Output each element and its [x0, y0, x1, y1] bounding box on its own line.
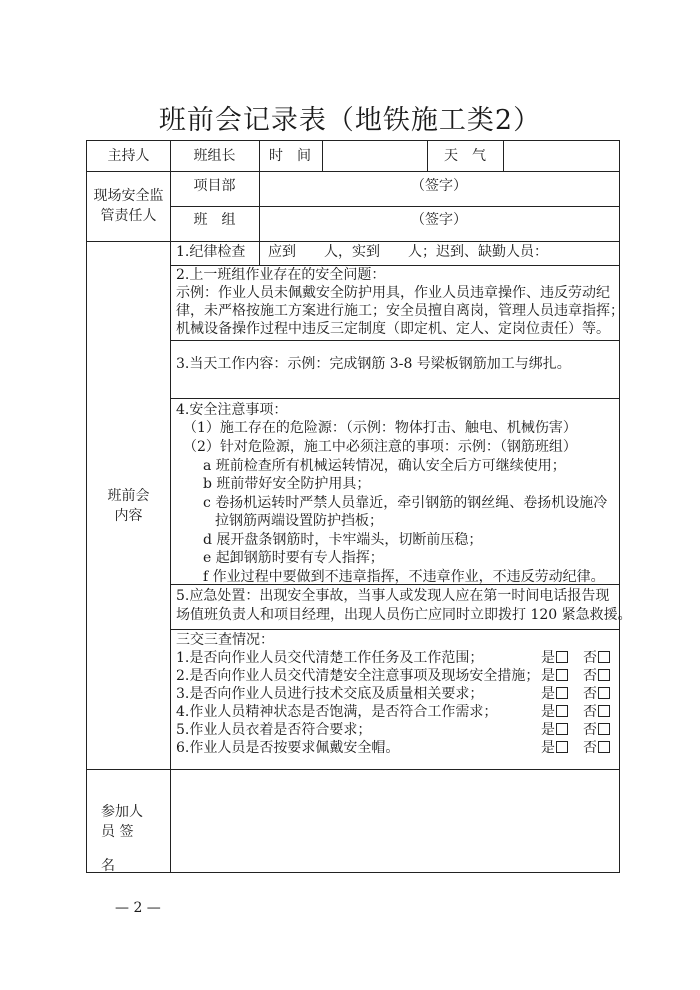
team-signature[interactable]: （签字） [411, 212, 467, 228]
check-item: 6.作业人员是否按要求佩戴安全帽。 [176, 740, 400, 756]
precaution-item: a 班前检查所有机械运转情况，确认安全后方可继续使用； [203, 458, 566, 474]
yes-option[interactable]: 是 [541, 649, 568, 667]
no-option[interactable]: 否 [583, 685, 610, 703]
emergency-line: 场值班负责人和项目经理，出现人员伤亡应同时立即拨打 120 紧急救援。 [176, 607, 632, 623]
yes-option[interactable]: 是 [541, 739, 568, 757]
host-label: 主持人 [107, 148, 150, 164]
yes-option[interactable]: 是 [541, 703, 568, 721]
check-item: 5.作业人员衣着是否符合要求； [176, 722, 372, 738]
no-checkbox[interactable] [598, 687, 610, 699]
no-option[interactable]: 否 [583, 721, 610, 739]
project-dept-signature[interactable]: （签字） [411, 178, 467, 194]
check-item: 1.是否向作业人员交代清楚工作任务及工作范围； [176, 650, 484, 666]
time-label: 时 间 [269, 148, 311, 164]
participants-signature-area[interactable] [171, 770, 618, 870]
previous-issues-line: 律，未严格按施工方案进行施工；安全员擅自离岗，管理人员违章指挥； [176, 303, 624, 319]
discipline-check-label: 1.纪律检查 [176, 244, 246, 260]
yes-checkbox[interactable] [556, 723, 568, 735]
precaution-item: 拉钢筋两端设置防护挡板； [215, 513, 383, 529]
check-item: 2.是否向作业人员交代清楚安全注意事项及现场安全措施； [176, 668, 540, 684]
yes-checkbox[interactable] [556, 705, 568, 717]
project-dept-label: 项目部 [193, 178, 236, 194]
hazard-sources: （1）施工存在的危险源：（示例：物体打击、触电、机械伤害） [183, 420, 577, 436]
row-divider [170, 629, 619, 630]
row-divider [87, 241, 619, 242]
no-checkbox[interactable] [598, 669, 610, 681]
meeting-content-label-line1: 班前会 [107, 488, 150, 504]
no-option[interactable]: 否 [583, 703, 610, 721]
row-divider [170, 206, 619, 207]
page-title: 班前会记录表（地铁施工类2） [158, 105, 542, 136]
check-item: 4.作业人员精神状态是否饱满，是否符合工作需求； [176, 704, 498, 720]
precaution-item: d 展开盘条钢筋时，卡牢端头，切断前压稳； [203, 532, 483, 548]
precaution-item: b 班前带好安全防护用具； [203, 476, 371, 492]
emergency-line: 5.应急处置：出现安全事故，当事人或发现人应在第一时间电话报告现 [176, 588, 610, 604]
column-divider [259, 241, 260, 265]
supervisor-label-line2: 管责任人 [100, 208, 157, 224]
weather-label: 天 气 [444, 148, 486, 164]
row-divider [87, 171, 619, 172]
participants-label-line3: 名 [101, 858, 115, 874]
participants-label-line1: 参加人 [101, 804, 143, 820]
yes-option[interactable]: 是 [541, 721, 568, 739]
yes-checkbox[interactable] [556, 651, 568, 663]
column-divider [322, 141, 323, 171]
precaution-item: f 作业过程中要做到不违章指挥，不违章作业，不违反劳动纪律。 [203, 569, 605, 585]
yes-checkbox[interactable] [556, 669, 568, 681]
yes-option[interactable]: 是 [541, 685, 568, 703]
no-checkbox[interactable] [598, 723, 610, 735]
meeting-record-form [86, 140, 632, 874]
column-divider [170, 141, 171, 872]
checks-heading: 三交三查情况： [176, 632, 274, 648]
previous-issues-heading: 2.上一班组作业存在的安全问题： [176, 267, 386, 283]
check-item: 3.是否向作业人员进行技术交底及质量相关要求； [176, 686, 484, 702]
page-number: — 2 — [115, 900, 161, 916]
no-option[interactable]: 否 [583, 667, 610, 685]
previous-issues-line: 机械设备操作过程中违反三定制度（即定机、定人、定岗位责任）等。 [176, 321, 610, 337]
safety-notes-heading: 4.安全注意事项： [176, 402, 288, 418]
meeting-content-label-line2: 内容 [114, 508, 143, 524]
yes-checkbox[interactable] [556, 741, 568, 753]
precaution-item: e 起卸钢筋时要有专人指挥； [203, 550, 384, 566]
yes-checkbox[interactable] [556, 687, 568, 699]
today-work-content: 3.当天工作内容：示例：完成钢筋 3-8 号梁板钢筋加工与绑扎。 [176, 356, 571, 372]
weather-field[interactable] [503, 147, 619, 165]
no-option[interactable]: 否 [583, 739, 610, 757]
team-leader-label: 班组长 [193, 148, 236, 164]
no-checkbox[interactable] [598, 705, 610, 717]
participants-label-line2: 员 签 [101, 824, 134, 840]
yes-option[interactable]: 是 [541, 667, 568, 685]
no-checkbox[interactable] [598, 741, 610, 753]
previous-issues-line: 示例：作业人员未佩戴安全防护用具，作业人员违章操作、违反劳动纪 [176, 285, 610, 301]
precautions: （2）针对危险源，施工中必须注意的事项：示例：（钢筋班组） [183, 439, 577, 455]
no-option[interactable]: 否 [583, 649, 610, 667]
supervisor-label-line1: 现场安全监 [93, 188, 164, 204]
no-checkbox[interactable] [598, 651, 610, 663]
row-divider [170, 340, 619, 341]
row-divider [170, 398, 619, 399]
discipline-check-content[interactable]: 应到 人，实到 人；迟到、缺勤人员： [268, 244, 548, 260]
precaution-item: c 卷扬机运转时严禁人员靠近，牵引钢筋的钢丝绳、卷扬机设施冷 [203, 495, 608, 511]
team-label: 班 组 [193, 212, 236, 228]
